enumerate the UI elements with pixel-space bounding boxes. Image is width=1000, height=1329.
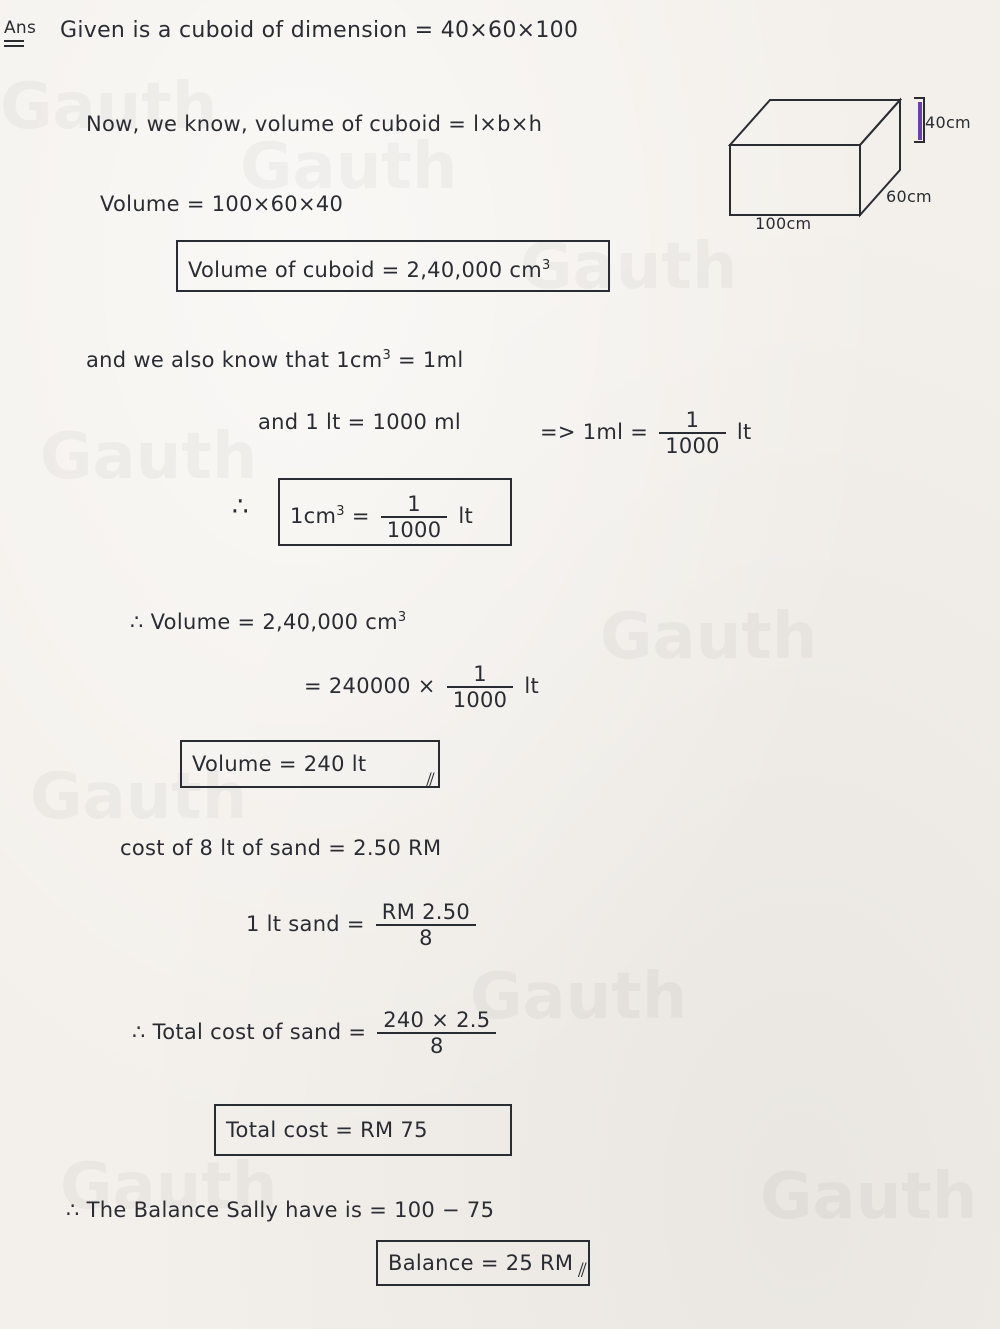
balance-line: ∴ The Balance Sally have is = 100 − 75 (66, 1198, 495, 1222)
ml-to-litre (540, 408, 752, 458)
ans-label (4, 18, 36, 47)
cm3-lhs: 1cm (290, 504, 337, 528)
width-label: 60cm (886, 187, 932, 206)
fraction-one-thousandth (381, 492, 448, 542)
fraction-denominator: 1000 (665, 434, 720, 458)
balance-box: Balance = 25 RM (376, 1240, 590, 1286)
unit-lt: lt (524, 674, 540, 698)
total-cost-line (132, 1008, 500, 1058)
given-line: Given is a cuboid of dimension = 40×60×100 (60, 18, 579, 43)
total-cost-lhs: ∴ Total cost of sand = (132, 1020, 367, 1044)
cost-line: cost of 8 lt of sand = 2.50 RM (120, 836, 442, 860)
fraction-numerator: RM 2.50 (376, 900, 476, 926)
equals-sign: = (351, 504, 370, 528)
unit-cost-line (246, 900, 480, 950)
conversion-line-1 (86, 348, 463, 372)
fraction-denominator: 8 (429, 1034, 444, 1058)
cube-superscript: 3 (397, 610, 407, 625)
volume-result-box (176, 240, 610, 292)
volume-result-text: Volume of cuboid = 2,40,000 cm (188, 258, 543, 282)
ans-label-text: Ans (4, 18, 37, 38)
cm3-litre-box (278, 478, 512, 546)
length-label: 100cm (755, 214, 812, 233)
volume-litre-box: Volume = 240 lt (180, 740, 440, 788)
fraction-denominator: 1000 (386, 518, 442, 542)
unit-cost-lhs: 1 lt sand = (246, 912, 365, 936)
double-underline-mark: ⫽ (426, 768, 435, 792)
volume-cm3-text: ∴ Volume = 2,40,000 cm (130, 610, 398, 634)
litre-conversion: and 1 lt = 1000 ml (258, 410, 462, 434)
unit-cost-fraction (376, 900, 476, 950)
volume-cm3-line (130, 610, 406, 634)
fraction-numerator: 1 (659, 408, 726, 434)
total-cost-fraction (377, 1008, 496, 1058)
fraction-denominator: 1000 (452, 688, 508, 712)
volume-expression: Volume = 100×60×40 (100, 192, 344, 216)
double-underline-mark: ⫽ (578, 1258, 587, 1282)
cuboid-diagram (700, 80, 990, 240)
unit-lt: lt (458, 504, 474, 528)
volume-multiply-line (304, 662, 539, 712)
fraction-denominator: 8 (419, 926, 433, 950)
cube-superscript: 3 (336, 504, 345, 519)
formula-line: Now, we know, volume of cuboid = l×b×h (86, 112, 543, 136)
therefore-symbol: ∴ (232, 492, 249, 522)
implies-text: => 1ml = (540, 420, 649, 444)
watermark (40, 420, 257, 494)
watermark (760, 1160, 977, 1234)
fraction-numerator: 1 (447, 662, 514, 688)
unit-lt: lt (736, 420, 752, 444)
cube-superscript: 3 (382, 348, 392, 363)
conversion-text: and we also know that 1cm (86, 348, 383, 372)
fraction-numerator: 1 (381, 492, 448, 518)
fraction-one-thousandth (447, 662, 514, 712)
cuboid-front-face (730, 145, 860, 215)
fraction-one-thousandth (659, 408, 726, 458)
watermark (470, 960, 687, 1034)
conversion-rhs: = 1ml (398, 348, 464, 372)
volume-multiply-text: = 240000 × (304, 674, 436, 698)
cube-superscript: 3 (542, 258, 551, 273)
total-cost-box: Total cost = RM 75 (214, 1104, 512, 1156)
height-label: 40cm (925, 113, 971, 132)
fraction-numerator: 240 × 2.5 (377, 1008, 496, 1034)
watermark (600, 600, 817, 674)
cuboid-top-face (730, 100, 900, 145)
